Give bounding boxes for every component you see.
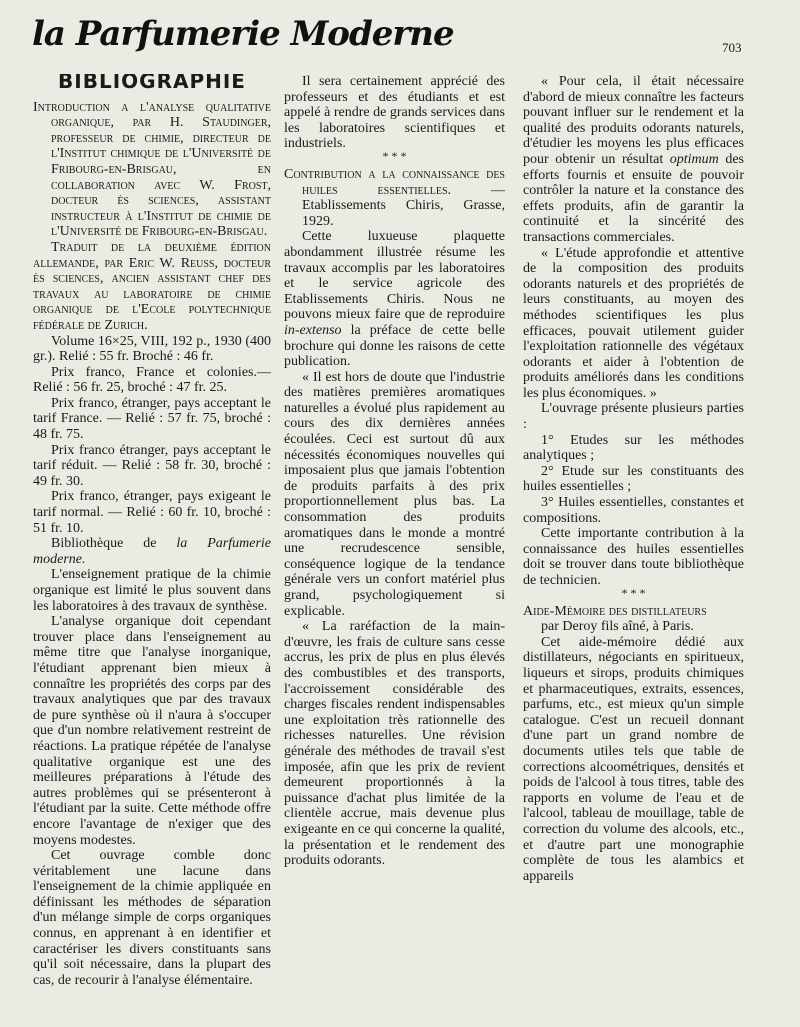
entry2-paragraph-1: Cette luxueuse plaquette abondamment illustrée résume les travaux accomplis par les laboratoires et le service agricole des Etablissements Chiris. Nous ne pouvons mieux faire que de reproduire in-extenso la préface de cette belle brochure qui donne les raisons de cette publication. xyxy=(284,229,505,370)
entry2-title: Contribution a la connaissance des huiles essentielles. — Etablissements Chiris, Grasse, 1929. xyxy=(284,166,505,229)
entry2-quote-4: « L'étude approfondie et attentive de la composition des produits odorants naturels et des propriétés de leurs constituants, au moyen des méthodes scientifiques les plus efficaces, pouvait utilement guider l'exploitation rationnelle des végétaux odorants et aider à l'obtention de produits améliorés dans les conditions les plus économiques. » xyxy=(523,245,744,401)
entry3-paragraph-1: Cet aide-mémoire dédié aux distillateurs, négociants en spiritueux, liqueurs et sirops, produits chimiques et pharmaceutiques, extraits, essences, parfums, etc., est mieux qu'un simple catalogue. C'est un recueil donnant d'une part un grand nombre de documents utiles tels que table de corrections alcoométriques, densités et poids de l'alcool à tous titres, table des rapports en volume de l'eau et de l'alcool, tableau de mouillage, table de correction du volume des alcools, etc., et d'autre part une monographie complète de tous les alambics et appareils xyxy=(523,634,744,884)
entry2-part-3: 3° Huiles essentielles, constantes et compositions. xyxy=(523,495,744,526)
separator-1: * * * xyxy=(382,148,407,163)
entry1-paragraph-3: Cet ouvrage comble donc véritablement une lacune dans l'enseignement de la chimie appliquée en définissant les méthodes de séparation d'un mélange simple de corps organiques connus, en apprenant à en identifier et caractériser les divers constituants sans qu'il soit nécessaire, dans la plupart des cas, de recourir à l'analyse élémentaire. xyxy=(33,848,271,988)
section-title: BIBLIOGRAPHIE xyxy=(58,74,246,93)
entry2-quote-2: « La raréfaction de la main-d'œuvre, les frais de culture sans cesse accrus, les prix de plus en plus élevés des combustibles et des transports, l'accroissement considérable des charges fiscales rendent indispensables une exploitation très rationnelle des richesses naturelles. Une révision générale des méthodes de travail s'est imposée, afin que les prix de revient demeurent proportionnés à la puissance d'achat plus limitée de la clientèle accrue, mais devenue plus exigeante en ce qui concerne la qualité, la présentation et le rendement des produits odorants. xyxy=(284,619,505,869)
page-number: 703 xyxy=(722,40,742,55)
entry1-specs: Volume 16×25, VIII, 192 p., 1930 (400 gr.). Relié : 55 fr. Broché : 46 fr. xyxy=(33,333,271,365)
entry1-price-foreign-france: Prix franco, étranger, pays acceptant le tarif France. — Relié : 57 fr. 75, broché : 48 fr. 75. xyxy=(33,395,271,443)
entry1-library: Bibliothèque de la Parfumerie moderne. xyxy=(33,536,271,567)
entry1-title: Introduction a l'analyse qualitative organique, par H. Staudinger, professeur de chimie, directeur de l'Institut chimique de l'Université de Fribourg-en-Brisgau, en collaboration avec W. Frost, docteur ès sciences, assistant instructeur à l'Institut de chimie de l'Université de Fribourg-en-Brisgau. xyxy=(33,99,271,240)
entry1-paragraph-1: L'enseignement pratique de la chimie organique est limité le plus souvent dans les laboratoires à des travaux de synthèse. xyxy=(33,567,271,614)
column-1 xyxy=(33,74,271,1015)
entry1-price-foreign-normal: Prix franco, étranger, pays exigeant le tarif normal. — Relié : 60 fr. 10, broché : 51 fr. 10. xyxy=(33,489,271,536)
entry3-by: par Deroy fils aîné, à Paris. xyxy=(541,619,694,635)
entry2-quote-1: « Il est hors de doute que l'industrie des matières premières aromatiques naturelles a évolué plus rapidement au cours des dix dernières années écoulées. Ceci est surtout dû aux nécessités économiques nouvelles qui imposaient plus que jamais l'obtention de produits parfaits à des prix proportionnellement plus bas. La consommation des produits aromatiques dans le monde a montré une recrudescence sensible, conséquence logique de la tendance générale vers un confort matériel plus grand, psychologiquement si explicable. xyxy=(284,369,505,619)
column-2 xyxy=(284,74,505,1015)
entry2-closing: Cette importante contribution à la connaissance des huiles essentielles doit se trouver dans toute bibliothèque de technicien. xyxy=(523,526,744,588)
entry1-translation: Traduit de la deuxième édition allemande, par Eric W. Reuss, docteur ès sciences, ancien assistant chef des travaux au laboratoire de chimie organique de l'Ecole polytechnique fédérale de Zurich. xyxy=(33,239,271,333)
entry2-part-2: 2° Etude sur les constituants des huiles essentielles ; xyxy=(523,463,744,495)
entry2-parts-intro: L'ouvrage présente plusieurs parties : xyxy=(523,401,744,433)
entry2-part-1: 1° Etudes sur les méthodes analytiques ; xyxy=(523,432,744,464)
entry1-price-foreign-reduced: Prix franco étranger, pays acceptant le tarif réduit. — Relié : 58 fr. 30, broché : 49 fr. 30. xyxy=(33,442,271,489)
entry1-price-france: Prix franco, France et colonies.— Relié : 56 fr. 25, broché : 47 fr. 25. xyxy=(33,364,271,396)
entry1-paragraph-4: Il sera certainement apprécié des professeurs et des étudiants et est appelé à rendre de grands services dans les laboratoires scientifiques et industriels. xyxy=(284,74,505,152)
entry2-quote-3: « Pour cela, il était nécessaire d'abord de mieux connaître les facteurs pouvant influer sur le rendement et la qualité des produits odorants naturels, d'étudier les moyens les plus efficaces pour obtenir un résultat optimum des efforts fournis et ensuite de pouvoir contrôler la nature et la constance des effets produits, afin de garantir la continuité et la sincérité des transactions commerciales. xyxy=(523,74,744,245)
separator-2: * * * xyxy=(621,585,646,600)
column-3 xyxy=(523,74,744,1015)
entry3-title: Aide-Mémoire des distillateurs xyxy=(523,603,707,619)
masthead-logo: la Parfumerie Moderne xyxy=(32,14,454,54)
entry1-paragraph-2: L'analyse organique doit cependant trouver place dans l'enseignement au même titre que l'analyse inorganique, l'étudiant apprenant bien mieux à connaître les propriétés des corps par des travaux analytiques que par des travaux de pure synthèse où il n'aura à s'occuper que d'un nombre relativement restreint de réactions. La pratique répétée de l'analyse qualitative organique est une des meilleures préparations à l'étude des autres problèmes qui se présenteront à l'étudiant par la suite. Cette méthode offre encore l'avantage de n'exiger que des moyens modestes. xyxy=(33,614,271,848)
